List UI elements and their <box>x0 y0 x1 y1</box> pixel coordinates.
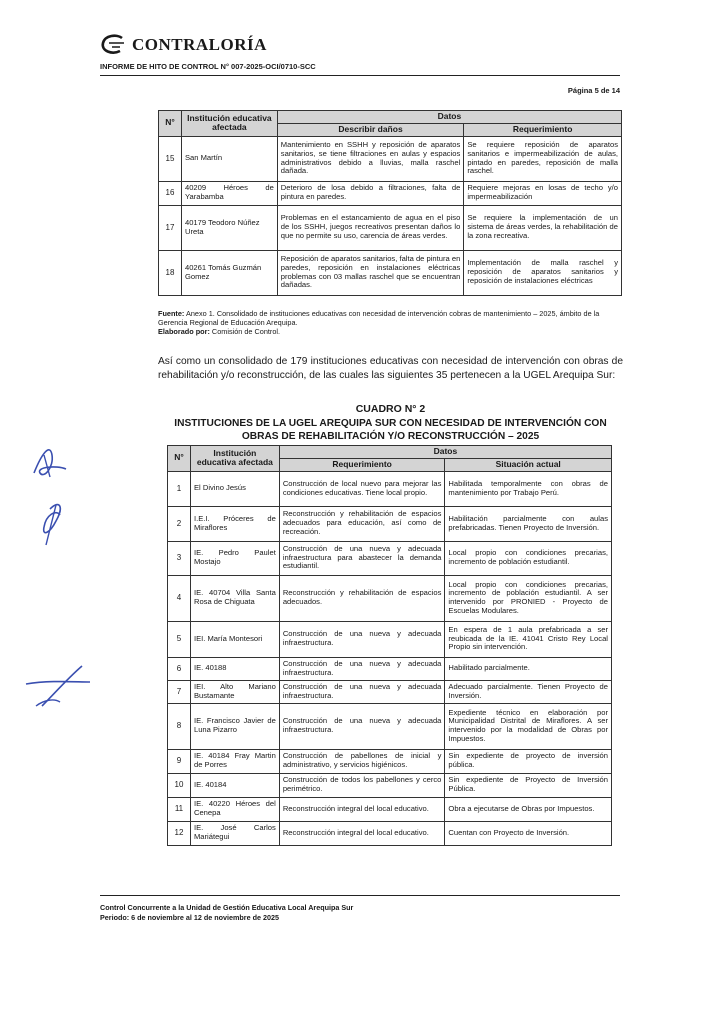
table-row <box>168 797 612 821</box>
elaborated-label: Elaborado por: <box>158 327 210 337</box>
row-requirement: Reconstrucción y rehabilitación de espacios adecuados. <box>279 575 445 621</box>
col-header-number: N° <box>168 446 191 472</box>
row-number: 4 <box>168 575 191 621</box>
row-damages: Problemas en el estancamiento de agua en el piso de los SSHH, juegos recreativos presentan daños lo que no permite su uso, carencia de áreas verdes. <box>277 205 464 250</box>
row-damages: Deterioro de losa debido a filtraciones, falta de pintura en paredes. <box>277 181 464 205</box>
table-row <box>168 506 612 541</box>
rehabilitation-table <box>167 445 612 846</box>
row-requirement: Construcción de una nueva y adecuada infraestructura. <box>279 680 445 703</box>
row-institution: IE. José Carlos Mariátegui <box>190 821 279 845</box>
row-institution: 40209 Héroes de Yarabamba <box>181 181 277 205</box>
row-situation: Sin expediente de Proyecto de Inversión Pública. <box>445 773 612 797</box>
row-number: 5 <box>168 621 191 657</box>
col-header-number: N° <box>159 111 182 137</box>
table-row <box>168 621 612 657</box>
row-requirement: Reconstrucción y rehabilitación de espacios adecuados para educación, así como de recreación. <box>279 506 445 541</box>
row-requirement: Implementación de malla raschel y reposición de aparatos sanitarios y reposición de instalaciones eléctricas <box>464 250 622 295</box>
row-institution: I.E.I. Próceres de Miraflores <box>190 506 279 541</box>
footer-line-1: Control Concurrente a la Unidad de Gestión Educativa Local Arequipa Sur <box>100 903 354 912</box>
row-institution: San Martín <box>181 136 277 181</box>
report-id: INFORME DE HITO DE CONTROL N° 007-2025-OCI/0710-SCC <box>100 62 316 71</box>
row-institution: IE. Francisco Javier de Luna Pizarro <box>190 703 279 749</box>
row-number: 11 <box>168 797 191 821</box>
org-name: CONTRALORÍA <box>132 35 267 54</box>
row-institution: IE. 40184 <box>190 773 279 797</box>
row-requirement: Construcción de una nueva y adecuada infraestructura. <box>279 621 445 657</box>
table-row <box>168 541 612 575</box>
row-requirement: Construcción de pabellones de inicial y administrativo, y servicios higiénicos. <box>279 749 445 773</box>
row-number: 18 <box>159 250 182 295</box>
row-situation: Habilitado parcialmente. <box>445 657 612 680</box>
row-number: 8 <box>168 703 191 749</box>
row-institution: IEI. Alto Mariano Bustamante <box>190 680 279 703</box>
col-header-institution: Institución educativa afectada <box>190 446 279 472</box>
row-number: 6 <box>168 657 191 680</box>
table-row <box>168 821 612 845</box>
row-number: 17 <box>159 205 182 250</box>
row-situation: Habilitada temporalmente con obras de mantenimiento por Trabajo Perú. <box>445 471 612 506</box>
row-requirement: Construcción de todos los pabellones y cerco perimétrico. <box>279 773 445 797</box>
table-row <box>159 136 622 181</box>
col-header-requirement: Requerimiento <box>464 123 622 136</box>
col-header-datos: Datos <box>279 446 611 459</box>
row-requirement: Construcción de una nueva y adecuada infraestructura. <box>279 703 445 749</box>
row-requirement: Reconstrucción integral del local educativo. <box>279 797 445 821</box>
table-row <box>168 703 612 749</box>
table-row <box>159 205 622 250</box>
row-situation: Local propio con condiciones precarias, incremento de población estudiantil. A ser intervenido por PRONIED - Proyecto de Escuelas Modulares. <box>445 575 612 621</box>
row-requirement: Reconstrucción integral del local educativo. <box>279 821 445 845</box>
row-damages: Reposición de aparatos sanitarios, falta de pintura en paredes, reposición en instalaciones eléctricas problemas con 03 mallas raschel que se encuentran dañadas. <box>277 250 464 295</box>
cuadro-title: INSTITUCIONES DE LA UGEL AREQUIPA SUR CON NECESIDAD DE INTERVENCIÓN CON OBRAS DE REHABILITACIÓN Y/O RECONSTRUCCIÓN – 2025 <box>174 418 607 443</box>
table-row <box>159 250 622 295</box>
table-row <box>168 680 612 703</box>
table-row <box>168 749 612 773</box>
source-note <box>158 309 623 336</box>
header-rule <box>100 75 620 76</box>
row-situation: En espera de 1 aula prefabricada a ser reubicada de la IE. 41041 Cristo Rey Local Propio sin intervención. <box>445 621 612 657</box>
row-situation: Cuentan con Proyecto de Inversión. <box>445 821 612 845</box>
row-number: 12 <box>168 821 191 845</box>
row-number: 16 <box>159 181 182 205</box>
row-institution: El Divino Jesús <box>190 471 279 506</box>
table-row <box>159 181 622 205</box>
row-institution: IE. 40220 Héroes del Cenepa <box>190 797 279 821</box>
row-number: 15 <box>159 136 182 181</box>
row-situation: Obra a ejecutarse de Obras por Impuestos. <box>445 797 612 821</box>
damages-table <box>158 110 622 296</box>
row-damages: Mantenimiento en SSHH y reposición de aparatos sanitarios, se tiene filtraciones en aulas y espacios administrativos debido a lluvias, malla raschel dañada. <box>277 136 464 181</box>
table-row <box>168 773 612 797</box>
footer-rule <box>100 895 620 896</box>
row-situation: Expediente técnico en elaboración por Municipalidad Distrital de Miraflores. A ser intervenido por la modalidad de Obras por Impuestos. <box>445 703 612 749</box>
row-requirement: Requiere mejoras en losas de techo y/o impermeabilización <box>464 181 622 205</box>
row-number: 10 <box>168 773 191 797</box>
row-institution: 40261 Tomás Guzmán Gomez <box>181 250 277 295</box>
row-number: 1 <box>168 471 191 506</box>
col-header-damages: Describir daños <box>277 123 464 136</box>
row-number: 7 <box>168 680 191 703</box>
row-institution: IE. 40188 <box>190 657 279 680</box>
row-situation: Adecuado parcialmente. Tienen Proyecto de Inversión. <box>445 680 612 703</box>
margin-signature-icon <box>20 445 80 555</box>
row-situation: Sin expediente de proyecto de inversión pública. <box>445 749 612 773</box>
row-requirement: Se requiere reposición de aparatos sanitarios e impermeabilización de aulas, pintado en paredes, reposición de malla raschel. <box>464 136 622 181</box>
row-institution: IEI. María Montesori <box>190 621 279 657</box>
row-requirement: Se requiere la implementación de un sistema de áreas verdes, la rehabilitación de la zona recreativa. <box>464 205 622 250</box>
row-number: 3 <box>168 541 191 575</box>
row-requirement: Construcción de local nuevo para mejorar las condiciones educativas. Tiene local propio. <box>279 471 445 506</box>
row-situation: Habilitación parcialmente con aulas prefabricadas. Tienen Proyecto de Inversión. <box>445 506 612 541</box>
header-logo <box>100 34 267 56</box>
row-requirement: Construcción de una nueva y adecuada infraestructura. <box>279 657 445 680</box>
cuadro-label: CUADRO N° 2 <box>355 403 426 415</box>
elaborated-text: Comisión de Control. <box>209 327 281 337</box>
row-situation: Local propio con condiciones precarias, incremento de población estudiantil. <box>445 541 612 575</box>
source-text: Anexo 1. Consolidado de instituciones educativas con necesidad de intervención cobras de mantenimiento – 2025, ámbito de la Gerencia Regional de Educación Arequipa. <box>158 309 600 328</box>
col-header-situation: Situación actual <box>445 458 612 471</box>
row-institution: 40179 Teodoro Núñez Ureta <box>181 205 277 250</box>
body-paragraph: Así como un consolidado de 179 instituciones educativas con necesidad de intervención con obras de rehabilitación y/o reconstrucción, de las cuales las siguientes 35 pertenecen a la UGEL Arequipa Sur: <box>158 356 623 382</box>
col-header-institution: Institución educativa afectada <box>181 111 277 137</box>
table-row <box>168 471 612 506</box>
margin-initials-icon <box>20 660 100 720</box>
source-label: Fuente: <box>158 309 185 318</box>
row-number: 9 <box>168 749 191 773</box>
col-header-requirement: Requerimiento <box>279 458 445 471</box>
row-institution: IE. 40184 Fray Martin de Porres <box>190 749 279 773</box>
page-number: Página 5 de 14 <box>567 86 620 95</box>
row-requirement: Construcción de una nueva y adecuada infraestructura para abastecer la demanda estudiantil. <box>279 541 445 575</box>
row-institution: IE. Pedro Paulet Mostajo <box>190 541 279 575</box>
table-row <box>168 575 612 621</box>
footer <box>100 903 353 923</box>
contraloria-logo-icon <box>100 34 128 56</box>
table-row <box>168 657 612 680</box>
row-number: 2 <box>168 506 191 541</box>
row-institution: IE. 40704 Villa Santa Rosa de Chiguata <box>190 575 279 621</box>
col-header-datos: Datos <box>277 111 621 124</box>
footer-line-2: Periodo: 6 de noviembre al 12 de noviembre de 2025 <box>100 913 279 923</box>
